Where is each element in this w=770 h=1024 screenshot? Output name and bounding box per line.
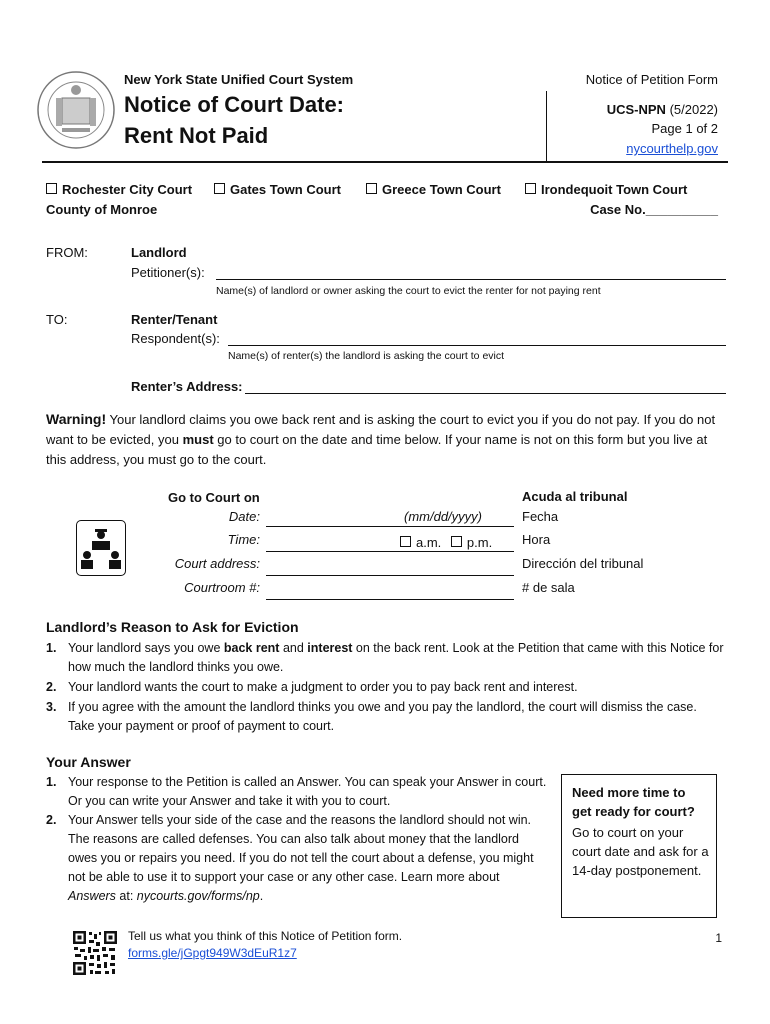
- petitioner-hint: Name(s) of landlord or owner asking the court to evict the renter for not paying rent: [216, 285, 601, 297]
- title-divider: [124, 91, 547, 161]
- court-option-label: Greece Town Court: [382, 182, 501, 197]
- case-number-field[interactable]: Case No.__________: [590, 202, 718, 217]
- feedback-text: Tell us what you think of this Notice of Petition form.: [128, 929, 403, 943]
- answer-2-pre: Your Answer tells your side of the case and the reasons the landlord should not win. The reasons are called defenses. You can also talk about money that the landlord owes you or repairs you need. If you do not tell the court about a defense, you might not be able to use it to support your case or any other case. Learn more about: [68, 813, 534, 884]
- landlord-heading: Landlord: [131, 245, 187, 260]
- am-checkbox-icon[interactable]: [400, 536, 411, 547]
- list-item: [46, 773, 548, 811]
- address-label: Renter’s Address:: [131, 379, 243, 394]
- to-label: TO:: [46, 312, 68, 327]
- respondent-label: Respondent(s):: [131, 331, 220, 346]
- answer-2-mid: at:: [115, 889, 137, 903]
- time-label: Time:: [227, 532, 260, 547]
- warning-paragraph: [46, 409, 726, 470]
- time-label-es: Hora: [522, 532, 551, 547]
- answer-1-text: Your response to the Petition is called an Answer. You can speak your Answer in court. Or you can write your Answer and take it with you to court.: [68, 775, 547, 808]
- answer-heading: Your Answer: [46, 754, 131, 770]
- form-name: Notice of Petition Form: [585, 72, 718, 87]
- reason-list: [46, 639, 726, 736]
- reason-1-post: on the back rent. Look at the Petition that came with this Notice for how much the landlord thinks you owe.: [68, 641, 724, 674]
- courtroom-icon: [76, 520, 126, 576]
- answer-list: [46, 773, 548, 906]
- site-link[interactable]: nycourthelp.gov: [626, 141, 718, 156]
- petitioner-input[interactable]: [216, 279, 726, 280]
- warning-must: must: [182, 432, 214, 447]
- court-option-label: Rochester City Court: [62, 182, 193, 197]
- org-name: New York State Unified Court System: [124, 72, 354, 87]
- court-option-label: Gates Town Court: [230, 182, 341, 197]
- reason-1-bold-1: back rent: [223, 641, 280, 655]
- postponement-heading: Need more time to get ready for court?: [572, 785, 695, 819]
- court-address-label-es: Dirección del tribunal: [522, 556, 644, 571]
- page-title-2: Rent Not Paid: [124, 123, 269, 148]
- date-label: Date:: [228, 509, 260, 524]
- respondent-hint: Name(s) of renter(s) the landlord is asking the court to evict: [228, 350, 505, 362]
- postponement-box: [561, 774, 717, 918]
- answer-2-post: .: [259, 889, 264, 903]
- checkbox-icon: [525, 183, 536, 194]
- list-number: 1.: [46, 775, 57, 789]
- form-code-id: UCS-NPN: [606, 102, 666, 117]
- court-seal: [36, 68, 116, 152]
- warning-text-2: go to court on the date and time below. If your name is not on this form but you live at this address, you must go to the court.: [46, 432, 708, 467]
- checkbox-icon: [366, 183, 377, 194]
- tenant-heading: Renter/Tenant: [131, 312, 218, 327]
- list-item: [46, 639, 726, 677]
- reason-3-text: If you agree with the amount the landlord thinks you owe and you pay the landlord, the court will dismiss the case. Take your payment or proof of payment to court.: [68, 700, 697, 733]
- address-input[interactable]: [245, 393, 726, 394]
- form-version: (5/2022): [669, 102, 718, 117]
- warning-label: Warning!: [46, 411, 107, 427]
- page-indicator: Page 1 of 2: [651, 121, 718, 136]
- feedback-qr-code[interactable]: [72, 930, 118, 976]
- respondent-input[interactable]: [228, 345, 726, 346]
- pm-label: p.m.: [466, 535, 493, 550]
- county-label: County of Monroe: [46, 202, 158, 217]
- header-rule: [42, 161, 728, 163]
- answer-2-link[interactable]: nycourts.gov/forms/np: [136, 889, 260, 903]
- list-number: 2.: [46, 813, 57, 827]
- checkbox-icon: [46, 183, 57, 194]
- warning-text-1: Your landlord claims you owe back rent and is asking the court to evict you if you do not pay. If you do not want to be evicted, you: [46, 412, 716, 447]
- time-input[interactable]: [266, 551, 514, 552]
- checkbox-icon: [214, 183, 225, 194]
- list-item: [46, 698, 726, 736]
- page-number: 1: [715, 931, 722, 945]
- court-option-gates[interactable]: [214, 182, 341, 197]
- court-address-input[interactable]: [266, 575, 514, 576]
- petitioner-label: Petitioner(s):: [131, 265, 205, 280]
- court-option-irondequoit[interactable]: [525, 182, 687, 197]
- court-address-label: Court address:: [174, 556, 260, 571]
- reason-2-text: Your landlord wants the court to make a judgment to order you to pay back rent and interest.: [68, 680, 578, 694]
- reason-heading: Landlord’s Reason to Ask for Eviction: [46, 619, 299, 635]
- form-code: [607, 102, 718, 117]
- list-number: 3.: [46, 700, 57, 714]
- date-hint: (mm/dd/yyyy): [404, 509, 482, 524]
- court-option-greece[interactable]: [366, 182, 501, 197]
- reason-1-pre: Your landlord says you owe: [68, 641, 224, 655]
- courtroom-label-es: # de sala: [522, 580, 575, 595]
- feedback-link[interactable]: forms.gle/jGpgt949W3dEuR1z7: [128, 946, 297, 960]
- answer-2-italic-1: Answers: [68, 889, 116, 903]
- list-number: 1.: [46, 641, 57, 655]
- time-ampm[interactable]: [400, 535, 492, 550]
- date-label-es: Fecha: [522, 509, 559, 524]
- go-to-court-heading: Go to Court on: [168, 490, 260, 505]
- reason-1-mid: and: [279, 641, 308, 655]
- list-number: 2.: [46, 680, 57, 694]
- pm-checkbox-icon[interactable]: [451, 536, 462, 547]
- list-item: [46, 811, 548, 906]
- go-to-court-heading-es: Acuda al tribunal: [522, 489, 628, 504]
- postponement-text: Go to court on your court date and ask for a 14-day postponement.: [572, 825, 709, 878]
- courtroom-label: Courtroom #:: [184, 580, 260, 595]
- reason-1-bold-2: interest: [307, 641, 353, 655]
- courtroom-input[interactable]: [266, 599, 514, 600]
- court-option-rochester[interactable]: [46, 182, 192, 197]
- court-option-label: Irondequoit Town Court: [541, 182, 688, 197]
- from-label: FROM:: [46, 245, 88, 260]
- page-title-1: Notice of Court Date:: [124, 92, 344, 117]
- list-item: [46, 678, 726, 697]
- date-input[interactable]: [266, 526, 514, 527]
- am-label: a.m.: [416, 535, 442, 550]
